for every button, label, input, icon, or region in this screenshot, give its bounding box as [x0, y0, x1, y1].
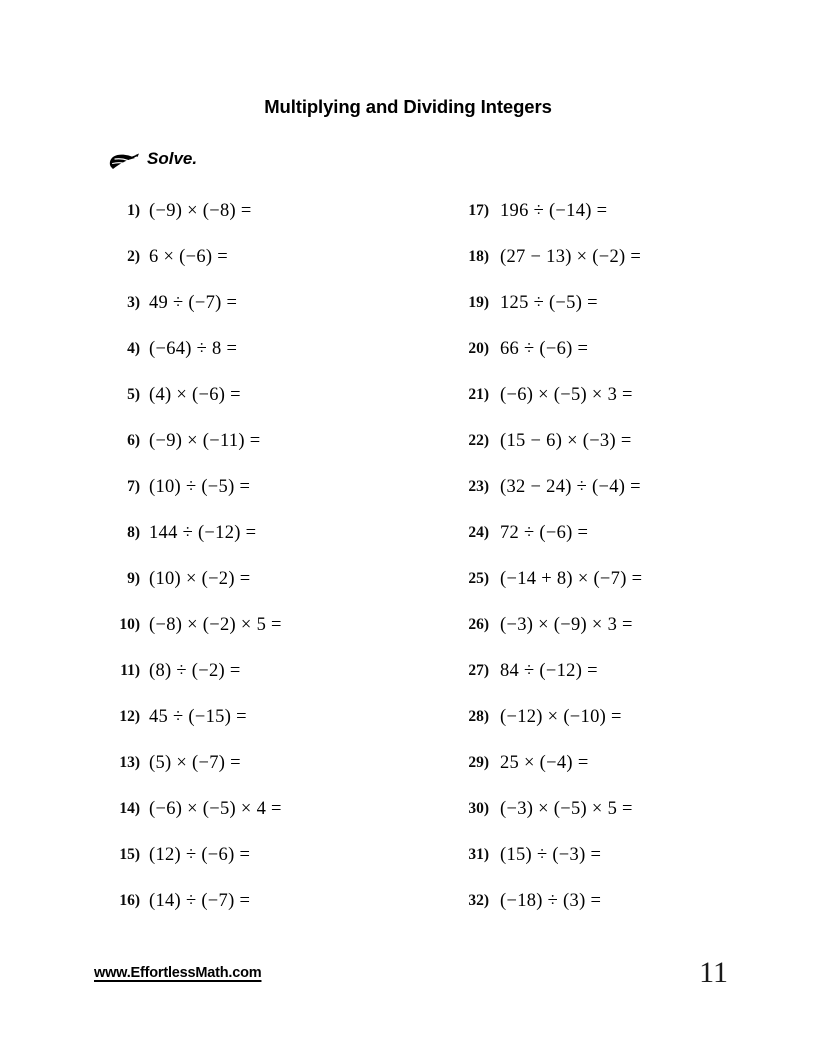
- problem-number: 26): [468, 616, 489, 633]
- problem-row: [108, 832, 282, 878]
- problem-expression: (−14 + 8) × (−7) =: [500, 568, 643, 589]
- problem-number: 32): [468, 892, 489, 909]
- problem-expression: (15) ÷ (−3) =: [500, 844, 602, 865]
- problem-row: [455, 786, 642, 832]
- problem-number: 19): [468, 294, 489, 311]
- problem-row: [455, 832, 642, 878]
- problem-number: 23): [468, 478, 489, 495]
- problem-row: [455, 510, 642, 556]
- problem-row: [455, 188, 642, 234]
- problem-row: [455, 464, 642, 510]
- problem-number: 6): [127, 432, 140, 449]
- problem-number: 1): [127, 202, 140, 219]
- problem-row: [455, 556, 642, 602]
- problem-expression: (−3) × (−9) × 3 =: [500, 614, 633, 635]
- problem-number: 25): [468, 570, 489, 587]
- problem-number: 8): [127, 524, 140, 541]
- problem-expression: 6 × (−6) =: [149, 246, 228, 267]
- problem-number: 27): [468, 662, 489, 679]
- problem-expression: (−8) × (−2) × 5 =: [149, 614, 282, 635]
- problem-expression: (−12) × (−10) =: [500, 706, 622, 727]
- problem-row: [108, 878, 282, 924]
- problem-row: [108, 740, 282, 786]
- problem-expression: 84 ÷ (−12) =: [500, 660, 598, 681]
- problem-expression: (−6) × (−5) × 3 =: [500, 384, 633, 405]
- problem-expression: 25 × (−4) =: [500, 752, 589, 773]
- problem-expression: (8) ÷ (−2) =: [149, 660, 241, 681]
- problem-expression: (15 − 6) × (−3) =: [500, 430, 632, 451]
- problem-expression: 45 ÷ (−15) =: [149, 706, 247, 727]
- problem-number: 15): [119, 846, 140, 863]
- problem-expression: (−9) × (−11) =: [149, 430, 261, 451]
- problem-number: 2): [127, 248, 140, 265]
- problem-expression: 49 ÷ (−7) =: [149, 292, 238, 313]
- problem-row: [108, 372, 282, 418]
- problem-expression: (27 − 13) × (−2) =: [500, 246, 642, 267]
- problem-row: [455, 648, 642, 694]
- problem-column-left: [108, 188, 282, 924]
- problem-expression: (10) × (−2) =: [149, 568, 251, 589]
- problem-number: 21): [468, 386, 489, 403]
- problem-number: 3): [127, 294, 140, 311]
- problem-expression: (14) ÷ (−7) =: [149, 890, 251, 911]
- problem-expression: 66 ÷ (−6) =: [500, 338, 589, 359]
- problem-column-right: [455, 188, 642, 924]
- problem-number: 14): [119, 800, 140, 817]
- problem-row: [455, 878, 642, 924]
- problem-number: 9): [127, 570, 140, 587]
- problem-number: 22): [468, 432, 489, 449]
- problem-row: [108, 648, 282, 694]
- pen-nib-icon: [108, 145, 140, 171]
- problem-expression: (−9) × (−8) =: [149, 200, 252, 221]
- problem-number: 13): [119, 754, 140, 771]
- problem-expression: 196 ÷ (−14) =: [500, 200, 608, 221]
- problem-number: 31): [468, 846, 489, 863]
- problem-row: [108, 418, 282, 464]
- problem-number: 7): [127, 478, 140, 495]
- problem-row: [108, 326, 282, 372]
- problem-number: 20): [468, 340, 489, 357]
- footer-website-link[interactable]: www.EffortlessMath.com: [94, 965, 262, 981]
- problem-expression: 125 ÷ (−5) =: [500, 292, 598, 313]
- problem-number: 17): [468, 202, 489, 219]
- page-title: Multiplying and Dividing Integers: [264, 96, 552, 117]
- problem-expression: (10) ÷ (−5) =: [149, 476, 251, 497]
- problem-number: 24): [468, 524, 489, 541]
- problem-row: [455, 280, 642, 326]
- problem-row: [108, 464, 282, 510]
- problem-expression: 144 ÷ (−12) =: [149, 522, 257, 543]
- problem-expression: (−18) ÷ (3) =: [500, 890, 602, 911]
- problem-number: 16): [119, 892, 140, 909]
- problem-number: 30): [468, 800, 489, 817]
- problem-row: [455, 372, 642, 418]
- problem-row: [455, 602, 642, 648]
- problem-number: 12): [119, 708, 140, 725]
- directions-row: [108, 145, 197, 171]
- problem-number: 28): [468, 708, 489, 725]
- problem-row: [455, 326, 642, 372]
- problem-expression: (4) × (−6) =: [149, 384, 241, 405]
- problem-expression: (−64) ÷ 8 =: [149, 338, 238, 359]
- problem-number: 11): [120, 662, 140, 679]
- problem-row: [108, 280, 282, 326]
- problem-expression: 72 ÷ (−6) =: [500, 522, 589, 543]
- problem-number: 18): [468, 248, 489, 265]
- problem-row: [455, 234, 642, 280]
- problem-row: [108, 510, 282, 556]
- problem-expression: (−3) × (−5) × 5 =: [500, 798, 633, 819]
- page-number: 11: [699, 956, 728, 989]
- problem-row: [108, 602, 282, 648]
- problem-number: 10): [119, 616, 140, 633]
- problem-number: 29): [468, 754, 489, 771]
- problem-row: [455, 694, 642, 740]
- problem-row: [455, 418, 642, 464]
- problem-row: [108, 786, 282, 832]
- problem-number: 4): [127, 340, 140, 357]
- directions-label: Solve.: [147, 148, 198, 168]
- problem-row: [455, 740, 642, 786]
- problem-expression: (−6) × (−5) × 4 =: [149, 798, 282, 819]
- problem-row: [108, 556, 282, 602]
- problem-row: [108, 234, 282, 280]
- problem-expression: (32 − 24) ÷ (−4) =: [500, 476, 641, 497]
- problem-number: 5): [127, 386, 140, 403]
- problem-row: [108, 694, 282, 740]
- problem-row: [108, 188, 282, 234]
- problem-expression: (12) ÷ (−6) =: [149, 844, 251, 865]
- problem-expression: (5) × (−7) =: [149, 752, 241, 773]
